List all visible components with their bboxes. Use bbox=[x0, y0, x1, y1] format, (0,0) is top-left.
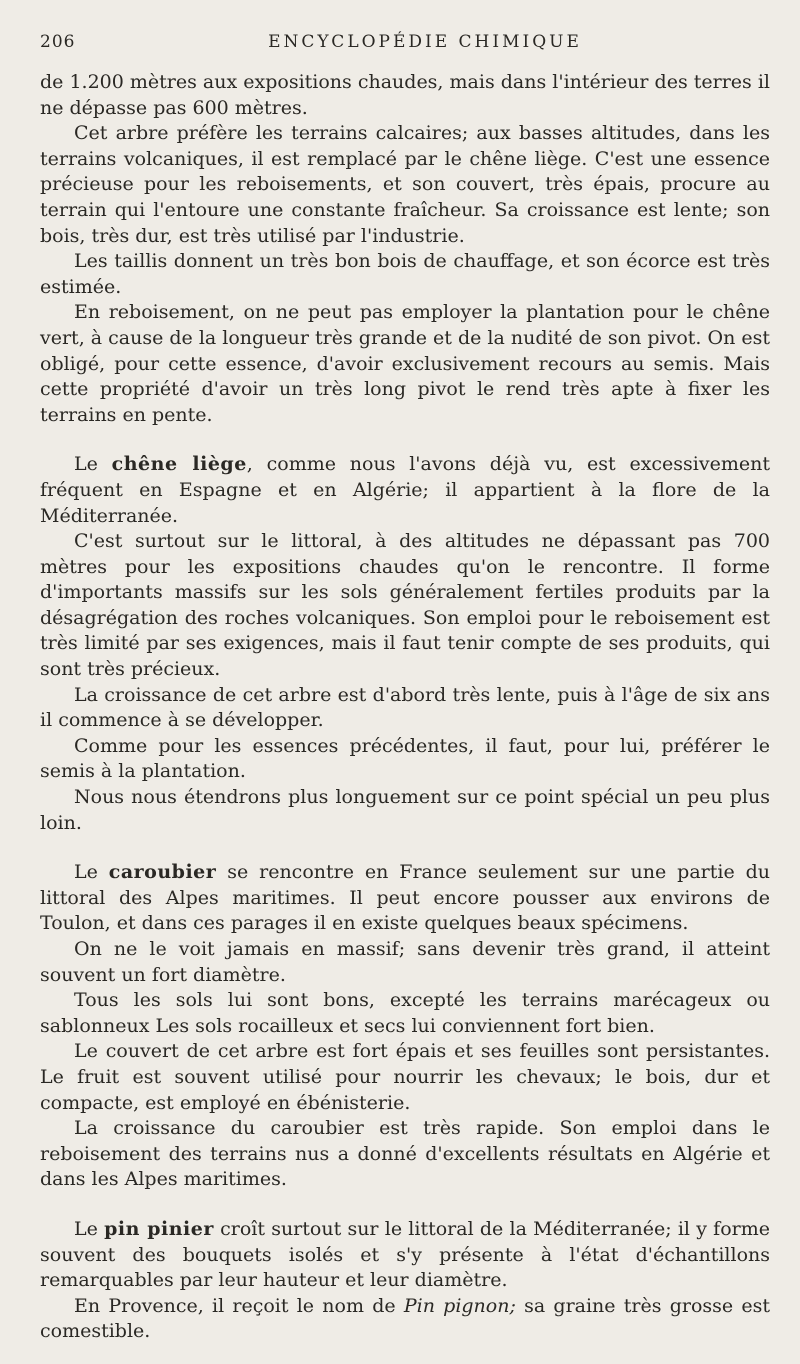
paragraph-caroubier: Le caroubier se rencontre en France seulement sur une partie du littoral des Alpes maritimes. Il peut encore pousser aux environs de Toulon, et dans ces parages il en existe quelques beaux spécimens. bbox=[40, 861, 771, 935]
paragraph: Cet arbre préfère les terrains calcaires; aux basses altitudes, dans les terrains volcaniques, il est remplacé par le chêne liège. C'est une essence précieuse pour les reboisements, et son couvert, très épais, procure au terrain qui l'entoure une constante fraîcheur. Sa croissance est lente; son bois, très dur, est très utilisé par l'industrie. bbox=[40, 122, 770, 247]
paragraph: En Provence, il reçoit le nom de Pin pignon; sa graine très grosse est comestible. bbox=[40, 1294, 770, 1343]
body-text bbox=[40, 70, 770, 1345]
italic-pin-pignon: Pin pignon; bbox=[403, 1294, 516, 1317]
paragraph: La croissance du caroubier est très rapide. Son emploi dans le reboisement des terrains nus a donné d'excellents résultats en Algérie et dans les Alpes maritimes. bbox=[40, 1117, 770, 1191]
paragraph: C'est surtout sur le littoral, à des altitudes ne dépassant pas 700 mètres pour les expositions chaudes qu'on le rencontre. Il forme d'importants massifs sur les sols généralement fertiles produits par la désagrégation des roches volcaniques. Son emploi pour le reboisement est très limité par ses exigences, mais il faut tenir compte de ses produits, qui sont très précieux. bbox=[40, 530, 770, 681]
paragraph: de 1.200 mètres aux expositions chaudes, mais dans l'intérieur des terres il ne dépasse pas 600 mètres. bbox=[40, 71, 770, 119]
paragraph: On ne le voit jamais en massif; sans devenir très grand, il atteint souvent un fort diamètre. bbox=[40, 938, 770, 986]
paragraph-chene-liege: Le chêne liège, comme nous l'avons déjà vu, est excessivement fréquent en Espagne et en Algérie; il appartient à la flore de la Méditerranée. bbox=[40, 453, 770, 527]
paragraph: La croissance de cet arbre est d'abord très lente, puis à l'âge de six ans il commence à se développer. bbox=[40, 683, 770, 732]
page-number: 206 bbox=[40, 32, 76, 52]
paragraph: Tous les sols lui sont bons, excepté les terrains marécageux ou sablonneux Les sols rocailleux et secs lui conviennent fort bien. bbox=[40, 989, 770, 1037]
paragraph: Nous nous étendrons plus longuement sur ce point spécial un peu plus loin. bbox=[40, 786, 770, 834]
keyword-caroubier: caroubier bbox=[108, 861, 217, 884]
paragraph: Le couvert de cet arbre est fort épais et ses feuilles sont persistantes. Le fruit est souvent utilisé pour nourrir les chevaux; le bois, dur et compacte, est employé en ébénisterie. bbox=[40, 1040, 770, 1114]
running-title: ENCYCLOPÉDIE CHIMIQUE bbox=[268, 32, 582, 52]
paragraph: Comme pour les essences précédentes, il faut, pour lui, préférer le semis à la plantation. bbox=[40, 734, 770, 783]
paragraph-pin-pinier: Le pin pinier croît surtout sur le littoral de la Méditerranée; il y forme souvent des bouquets isolés et s'y présente à l'état d'échantillons remarquables par leur hauteur et leur diamètre. bbox=[40, 1217, 770, 1292]
paragraph: Les taillis donnent un très bon bois de chauffage, et son écorce est très estimée. bbox=[40, 250, 770, 298]
keyword-pin-pinier: pin pinier bbox=[104, 1217, 214, 1240]
page-header bbox=[40, 32, 770, 70]
paragraph: En reboisement, on ne peut pas employer la plantation pour le chêne vert, à cause de la longueur très grande et de la nudité de son pivot. On est obligé, pour cette essence, d'avoir exclusivement recours au semis. Mais cette propriété d'avoir un très long pivot le rend très apte à fixer les terrains en pente. bbox=[40, 301, 770, 426]
keyword-chene-liege: chêne liège bbox=[111, 453, 247, 476]
